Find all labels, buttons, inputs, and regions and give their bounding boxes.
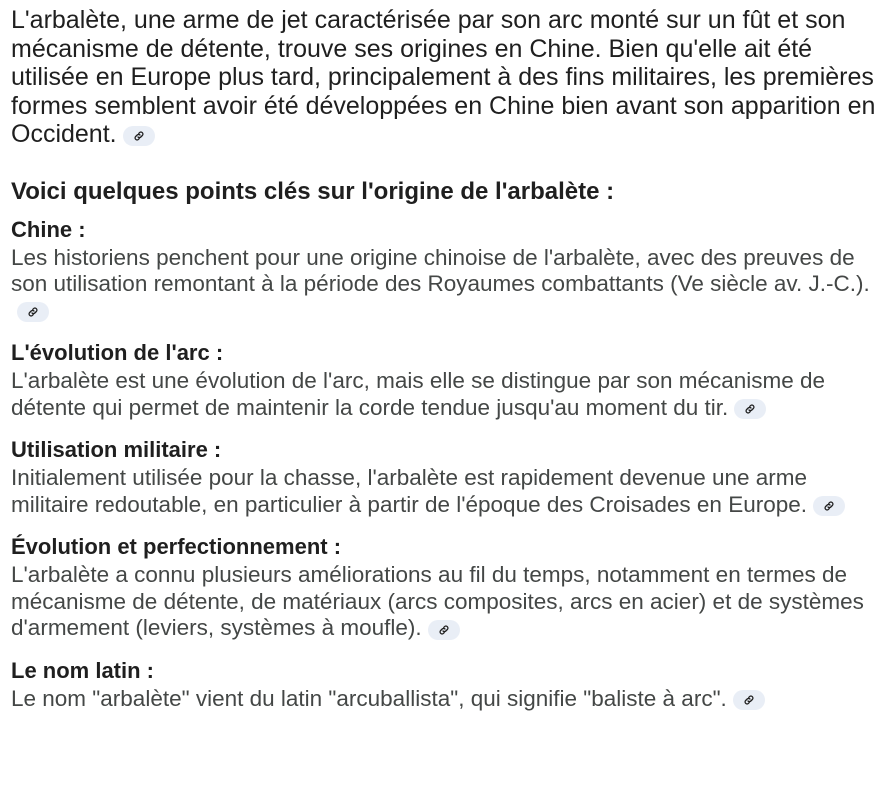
point-title: Évolution et perfectionnement :	[11, 534, 342, 560]
point-body	[11, 562, 884, 642]
source-link-button[interactable]	[813, 496, 845, 516]
point-body	[11, 465, 884, 518]
point-item	[11, 338, 884, 421]
point-item	[11, 532, 884, 642]
point-item	[11, 435, 884, 518]
point-body	[11, 245, 884, 325]
point-title: L'évolution de l'arc :	[11, 340, 224, 366]
intro-paragraph	[11, 6, 884, 149]
link-icon	[743, 694, 755, 706]
section-heading: Voici quelques points clés sur l'origine de l'arbalète :	[11, 177, 615, 205]
link-icon	[438, 624, 450, 636]
point-title: Utilisation militaire :	[11, 437, 222, 463]
point-title: Chine :	[11, 216, 86, 242]
point-body-text: L'arbalète est une évolution de l'arc, mais elle se distingue par son mécanisme de détente qui permet de maintenir la corde tendue jusqu'au moment du tir.	[11, 368, 826, 420]
point-body	[11, 368, 884, 421]
source-link-button[interactable]	[123, 126, 155, 146]
point-body	[11, 686, 884, 713]
point-title: Le nom latin :	[11, 657, 154, 683]
link-icon	[133, 130, 145, 142]
point-body-text: Les historiens penchent pour une origine chinoise de l'arbalète, avec des preuves de son utilisation remontant à la période des Royaumes combattants (Ve siècle av. J.-C.).	[11, 244, 870, 297]
point-item	[11, 656, 884, 713]
source-link-button[interactable]	[733, 690, 765, 710]
source-link-button[interactable]	[17, 302, 49, 322]
intro-text: L'arbalète, une arme de jet caractérisée par son arc monté sur un fût et son mécanisme de détente, trouve ses origines en Chine. Bien qu'elle ait été utilisée en Europe plus tard, principalement à des fins militaires, les premières formes semblent avoir été développées en Chine bien avant son apparition en Occident.	[11, 6, 876, 149]
point-body-text: L'arbalète a connu plusieurs améliorations au fil du temps, notamment en termes de mécanisme de détente, de matériaux (arcs composites, arcs en acier) et de systèmes d'armement (leviers, systèmes à moufle).	[11, 562, 864, 641]
point-body-text: Initialement utilisée pour la chasse, l'arbalète est rapidement devenue une arme militaire redoutable, en particulier à partir de l'époque des Croisades en Europe.	[11, 465, 808, 517]
source-link-button[interactable]	[734, 399, 766, 419]
link-icon	[744, 403, 756, 415]
point-item	[11, 215, 884, 325]
point-body-text: Le nom "arbalète" vient du latin "arcuballista", qui signifie "baliste à arc".	[11, 685, 727, 711]
link-icon	[823, 500, 835, 512]
link-icon	[27, 306, 39, 318]
source-link-button[interactable]	[428, 620, 460, 640]
